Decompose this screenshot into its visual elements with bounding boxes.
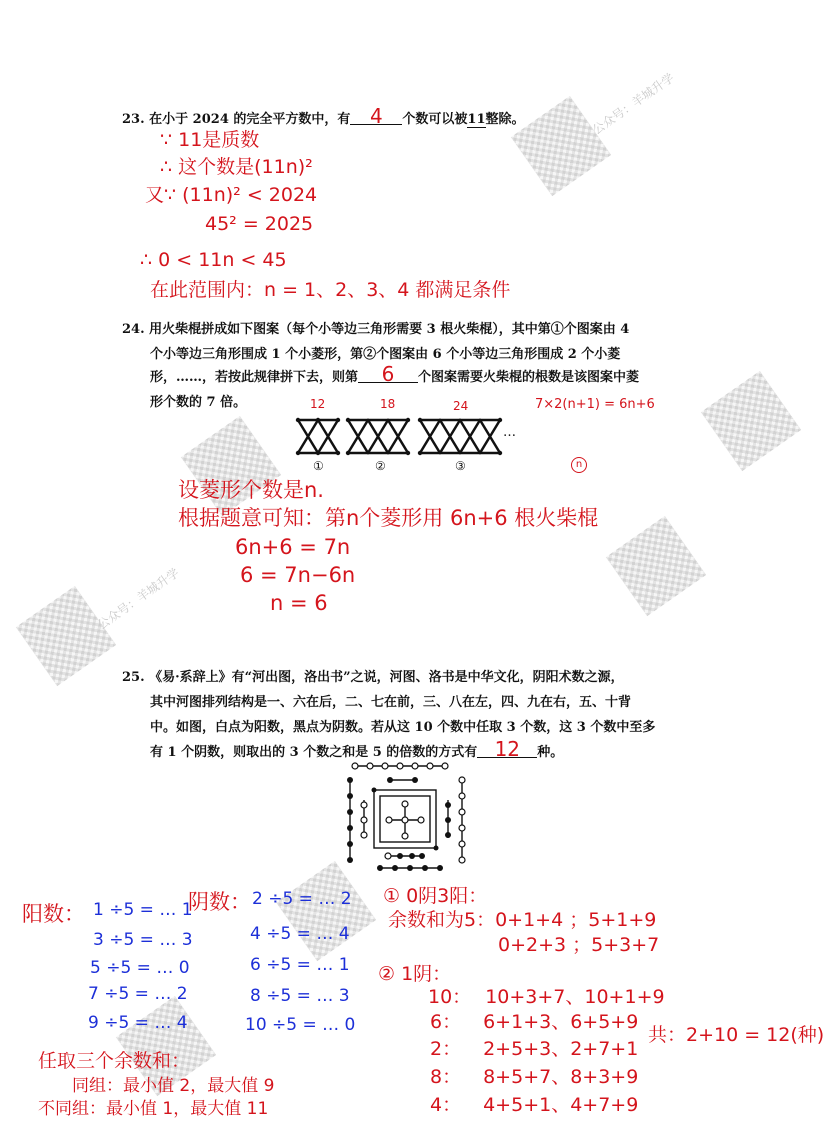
- case1-line2: 0+2+3 ；5+3+7: [498, 934, 660, 956]
- same-group: 同组：最小值 2，最大值 9: [72, 1076, 275, 1096]
- q24-work-5: n = 6: [270, 591, 328, 615]
- watermark-text: 公众号：羊城升学: [94, 565, 182, 633]
- figure-label-1: ①: [313, 459, 324, 473]
- qr-watermark: [606, 516, 706, 616]
- q24-work-2: 根据题意可知：第n个菱形用 6n+6 根火柴棍: [178, 506, 599, 530]
- yang-row-3: 5 ÷5 = … 0: [90, 958, 190, 978]
- pattern-1: [298, 420, 338, 453]
- yin-row-1: 2 ÷5 = … 2: [252, 889, 352, 909]
- q24-note-formula: 7×2(n+1) = 6n+6: [535, 397, 655, 412]
- q23-answer: 4: [350, 108, 402, 125]
- yin-row-3: 6 ÷5 = … 1: [250, 955, 350, 975]
- yang-row-2: 3 ÷5 = … 3: [93, 930, 193, 950]
- figure-count-3: 24: [453, 399, 469, 413]
- case2-row-1: 10： 10+3+7、10+1+9: [428, 986, 665, 1008]
- q23-work-4: 45² = 2025: [205, 213, 314, 235]
- case1-title: ① 0阴3阳：: [383, 885, 488, 907]
- qr-watermark: [701, 371, 801, 471]
- q25-prompt-line3: 中。如图，白点为阳数，黑点为阴数。若从这 10 个数中任取 3 个数，这 3 个数中至多: [150, 720, 656, 735]
- hetu-diagram: [340, 760, 480, 880]
- q23-work-5: ∴ 0 < 11n < 45: [140, 249, 287, 271]
- matchstick-figures: [290, 415, 530, 457]
- q23-work-1: ∵ 11是质数: [160, 129, 260, 151]
- yang-row-1: 1 ÷5 = … 1: [93, 900, 193, 920]
- q23-work-3: 又∵ (11n)² < 2024: [145, 184, 318, 206]
- case2-title: ② 1阴：: [378, 963, 452, 985]
- figure-count-1: 12: [310, 397, 326, 411]
- case2-row-4: 8： 8+5+7、8+3+9: [430, 1066, 639, 1088]
- q24-answer: 6: [358, 366, 418, 383]
- qr-watermark: [16, 586, 116, 686]
- q25-answer: 12: [477, 741, 537, 758]
- q24-prompt-line3: 形，……，若按此规律拼下去，则第 6 个图案需要火柴棍的根数是该图案中菱: [150, 362, 640, 386]
- yin-row-5: 10 ÷5 = … 0: [245, 1015, 356, 1035]
- q23-prompt: 23. 在小于 2024 的完全平方数中，有 4 个数可以被11整除。: [122, 104, 525, 128]
- q24-prompt-line1: 24. 用火柴棍拼成如下图案（每个小等边三角形需要 3 根火柴棍），其中第①个图案由 4: [122, 322, 630, 337]
- q24-work-4: 6 = 7n−6n: [240, 563, 356, 587]
- yang-label: 阳数：: [22, 902, 85, 926]
- case1-line1: 余数和为5：0+1+4 ；5+1+9: [388, 909, 657, 931]
- remainder-title: 任取三个余数和：: [38, 1050, 191, 1072]
- q24-prompt-line2: 个小等边三角形围成 1 个小菱形，第②个图案由 6 个小等边三角形围成 2 个小菱: [150, 347, 621, 362]
- q25-prompt-line1: 25. 《易·系辞上》有“河出图，洛出书”之说，河图、洛书是中华文化，阴阳术数之源，: [122, 670, 624, 685]
- q25-prompt-line4: 有 1 个阴数，则取出的 3 个数之和是 5 的倍数的方式有 12 种。: [150, 737, 564, 761]
- pattern-2: [348, 420, 408, 453]
- q23-work-2: ∴ 这个数是(11n)²: [160, 156, 313, 178]
- figure-label-2: ②: [375, 459, 386, 473]
- q24-work-3: 6n+6 = 7n: [235, 535, 351, 559]
- q24-work-1: 设菱形个数是n.: [178, 478, 324, 502]
- yin-row-4: 8 ÷5 = … 3: [250, 986, 350, 1006]
- yang-row-5: 9 ÷5 = … 4: [88, 1013, 188, 1033]
- q24-note-circle: n: [571, 457, 587, 473]
- yang-row-4: 7 ÷5 = … 2: [88, 984, 188, 1004]
- case2-row-5: 4： 4+5+1、4+7+9: [430, 1094, 639, 1116]
- figure-ellipsis: …: [503, 425, 516, 440]
- yin-label: 阴数：: [188, 890, 251, 914]
- case2-row-3: 2： 2+5+3、2+7+1: [430, 1038, 639, 1060]
- pattern-3: [420, 420, 500, 453]
- case2-row-2: 6： 6+1+3、6+5+9: [430, 1011, 639, 1033]
- q23-work-6: 在此范围内：n = 1、2、3、4 都满足条件: [150, 279, 511, 301]
- total-answer: 共：2+10 = 12(种): [648, 1024, 824, 1046]
- q25-prompt-line2: 其中河图排列结构是一、六在后，二、七在前，三、八在左，四、九在右，五、十背: [150, 695, 632, 710]
- different-group: 不同组：最小值 1，最大值 11: [38, 1099, 269, 1119]
- figure-label-3: ③: [455, 459, 466, 473]
- yin-row-2: 4 ÷5 = … 4: [250, 924, 350, 944]
- qr-watermark: [511, 96, 611, 196]
- q24-prompt-line4: 形个数的 7 倍。: [150, 395, 247, 410]
- figure-count-2: 18: [380, 397, 396, 411]
- watermark-text: 公众号：羊城升学: [589, 70, 677, 138]
